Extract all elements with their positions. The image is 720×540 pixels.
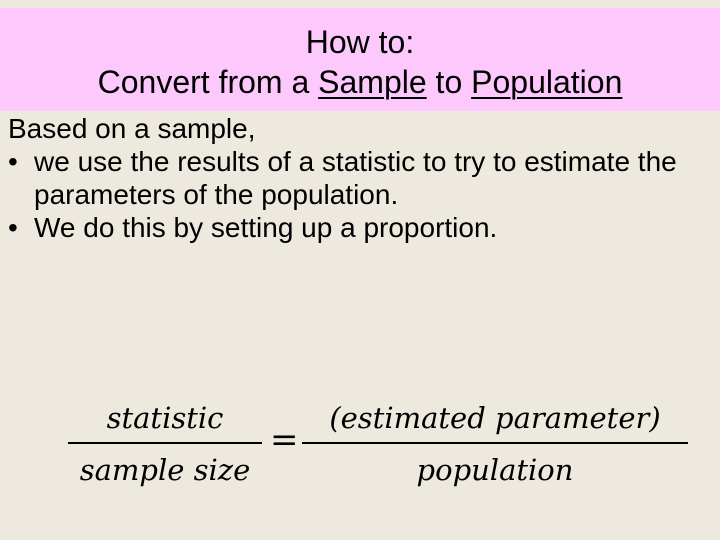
bullet-text-2: We do this by setting up a proportion. bbox=[34, 212, 498, 243]
left-denominator: sample size bbox=[79, 453, 251, 487]
right-fraction bbox=[302, 400, 688, 488]
intro-text: Based on a sample, bbox=[8, 113, 256, 144]
right-numerator: (estimated parameter) bbox=[329, 401, 661, 435]
proportion-formula bbox=[68, 400, 688, 500]
left-fraction-bar bbox=[68, 442, 262, 444]
title-mid: to bbox=[426, 64, 472, 100]
left-fraction bbox=[68, 400, 262, 488]
title-line-1 bbox=[0, 22, 720, 62]
right-denominator: population bbox=[416, 453, 574, 487]
title-band bbox=[0, 8, 720, 111]
bullet-text-1: we use the results of a statistic to try to estimate the parameters of the population. bbox=[34, 146, 677, 210]
left-numerator: statistic bbox=[106, 401, 224, 435]
right-fraction-bar bbox=[302, 442, 688, 444]
bullet-marker: • bbox=[8, 212, 18, 243]
title-prefix: Convert from a bbox=[97, 64, 319, 100]
bullet-item-1 bbox=[8, 145, 708, 211]
title-sample: Sample bbox=[318, 64, 427, 100]
title-how-to: How to: bbox=[305, 24, 415, 60]
body-text bbox=[8, 112, 708, 244]
title-line-2 bbox=[0, 62, 720, 102]
bullet-item-2 bbox=[8, 211, 708, 244]
bullet-marker: • bbox=[8, 146, 18, 177]
equals-sign: = bbox=[270, 420, 299, 460]
title-population: Population bbox=[471, 64, 623, 100]
